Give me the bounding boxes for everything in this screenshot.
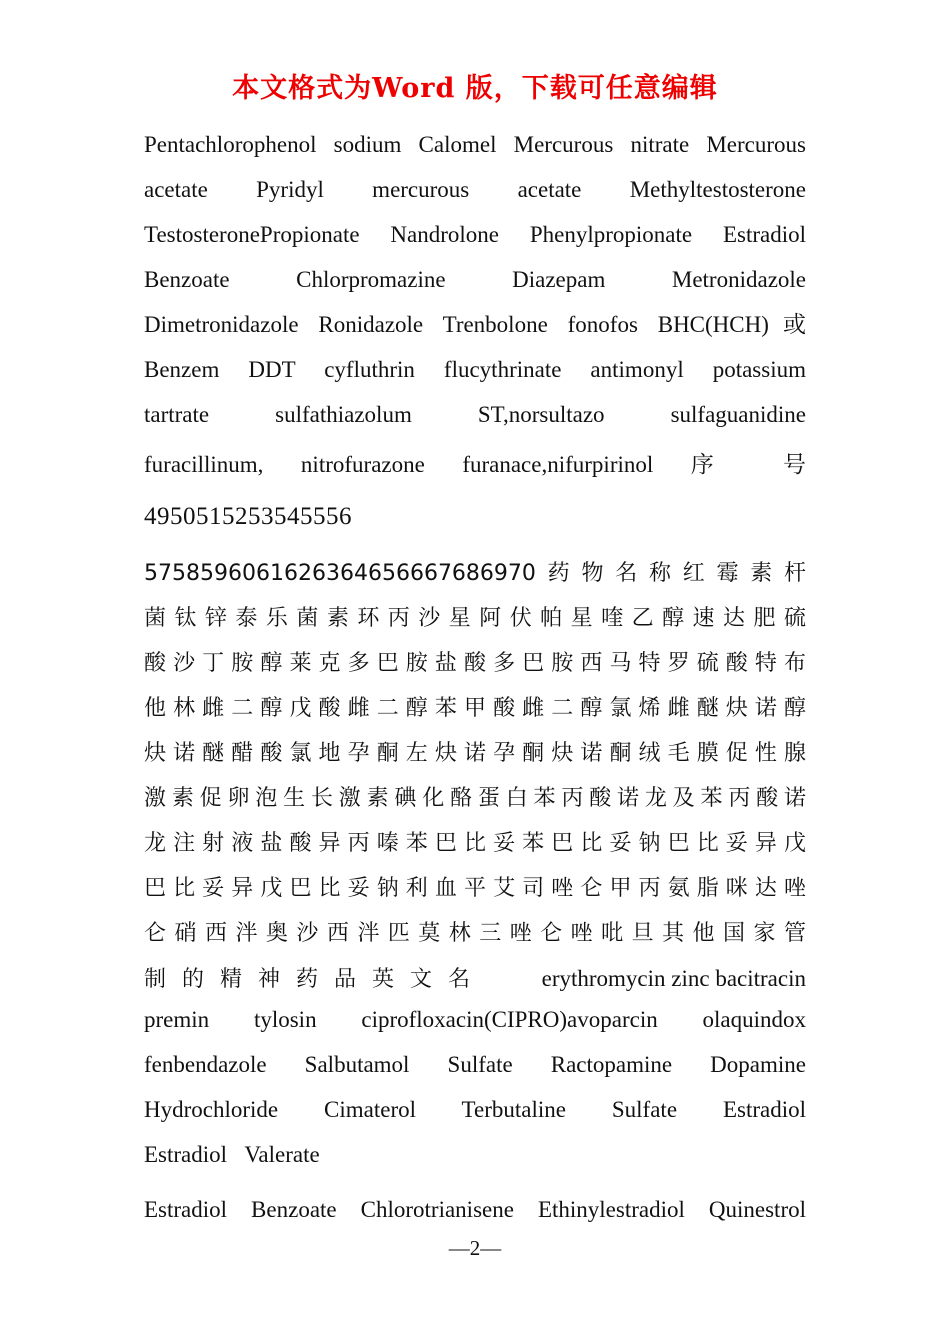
paragraph-2	[144, 1187, 806, 1232]
text-line: 酸沙丁胺醇莱克多巴胺盐酸多巴胺西马特罗硫酸特布	[144, 651, 806, 676]
chinese-names-block	[144, 551, 806, 1001]
text-line: premin tylosin ciprofloxacin(CIPRO)avoparcin olaquindox	[144, 1007, 806, 1032]
text-line: 菌钛锌泰乐菌素环丙沙星阿伏帕星喹乙醇速达肥硫	[144, 606, 806, 631]
text-line: 5758596061626364656667686970药物名称红霉素杆	[144, 561, 806, 586]
text-line: Estradiol Benzoate Chlorotrianisene Ethinylestradiol Quinestrol	[144, 1197, 806, 1222]
text-line: 激素促卵泡生长激素碘化酪蛋白苯丙酸诺龙及苯丙酸诺	[144, 786, 806, 811]
text-line: tartrate sulfathiazolum ST,norsultazo sulfaguanidine	[144, 402, 806, 427]
text-line: 仑硝西泮奥沙西泮匹莫林三唑仑唑吡旦其他国家管	[144, 921, 806, 946]
text-line: acetate Pyridyl mercurous acetate Methyltestosterone	[144, 177, 806, 202]
text-line: 炔诺醚醋酸氯地孕酮左炔诺孕酮炔诺酮绒毛膜促性腺	[144, 741, 806, 766]
text-line: Dimetronidazole Ronidazole Trenbolone fonofos BHC(HCH)或	[144, 312, 806, 337]
document-banner: 本文格式为Word 版，下载可任意编辑	[232, 73, 718, 104]
text-line: Hydrochloride Cimaterol Terbutaline Sulfate Estradiol	[144, 1097, 806, 1122]
mixed-line-cjk: 制的精神药品英文名	[144, 967, 487, 992]
english-names-block	[144, 122, 806, 541]
text-line: 龙注射液盐酸异丙嗪苯巴比妥苯巴比妥钠巴比妥异戊	[144, 831, 806, 856]
text-line: Pentachlorophenol sodium Calomel Mercurous nitrate Mercurous	[144, 132, 806, 157]
text-line: Estradiol Valerate	[144, 1142, 320, 1167]
text-line: TestosteronePropionate Nandrolone Phenylpropionate Estradiol	[144, 222, 806, 247]
mixed-line	[144, 956, 806, 1001]
text-line: 巴比妥异戊巴比妥钠利血平艾司唑仑甲丙氨脂咪达唑	[144, 876, 806, 901]
text-line: Benzoate Chlorpromazine Diazepam Metronidazole	[144, 267, 806, 292]
text-line: Benzem DDT cyfluthrin flucythrinate antimonyl potassium	[144, 357, 806, 382]
text-line: fenbendazole Salbutamol Sulfate Ractopamine Dopamine	[144, 1052, 806, 1077]
text-line: 他林雌二醇戊酸雌二醇苯甲酸雌二醇氯烯雌醚炔诺醇	[144, 696, 806, 721]
text-line: furacillinum, nitrofurazone furanace,nifurpirinol 序 号	[144, 452, 806, 477]
english-names-block-2	[144, 997, 806, 1177]
serial-numbers-line: 4950515253545556	[144, 503, 352, 530]
page-number: —2—	[448, 1236, 502, 1260]
mixed-line-latin: erythromycin zinc bacitracin	[541, 966, 806, 991]
